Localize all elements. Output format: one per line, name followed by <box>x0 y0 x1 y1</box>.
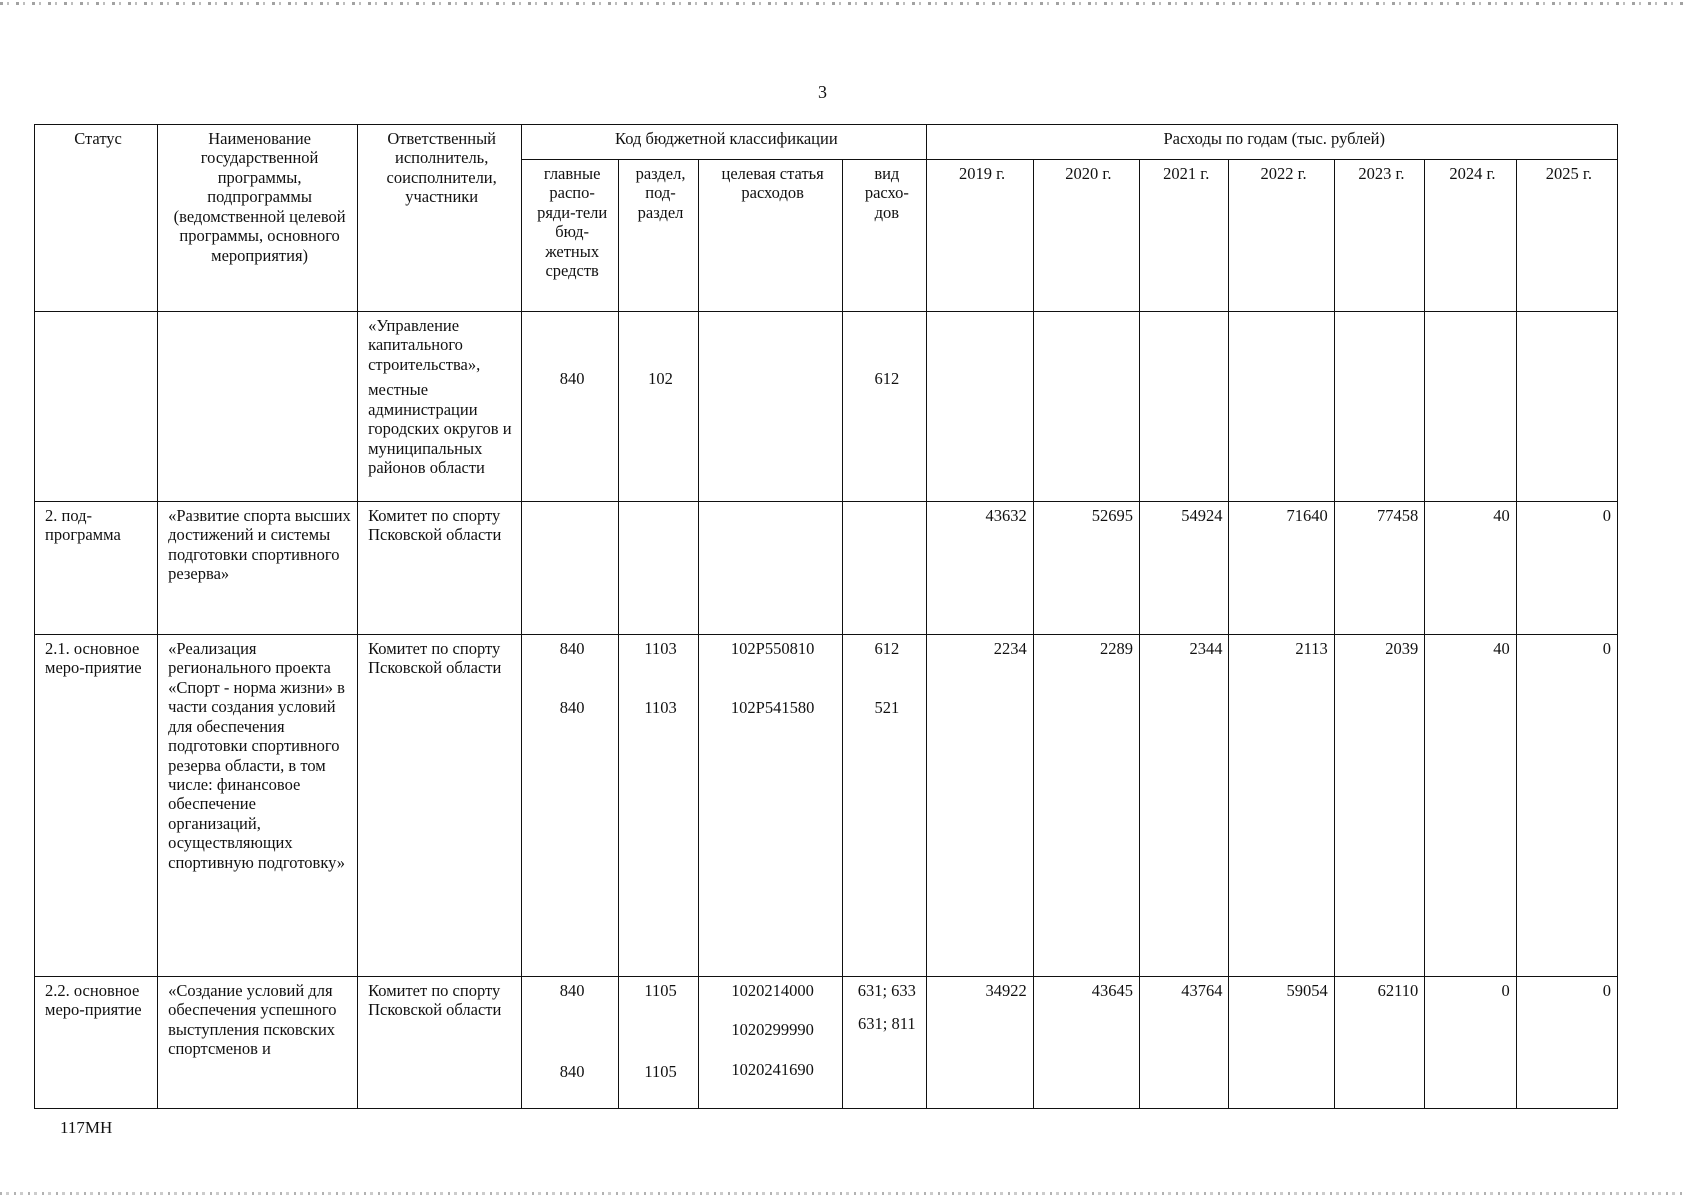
page-number: 3 <box>818 82 827 102</box>
code-line: 1020299990 <box>731 1020 814 1040</box>
cell-responsible: Комитет по спорту Псковской области <box>358 501 522 634</box>
cell-responsible: Комитет по спорту Псковской области <box>358 976 522 1108</box>
header-year-2024: 2024 г. <box>1425 160 1517 312</box>
cell-type <box>843 634 927 976</box>
cell-status: 2.2. основное меро-приятие <box>35 976 158 1108</box>
cell-year-2023 <box>1334 311 1425 501</box>
code-line: 1103 <box>644 698 677 718</box>
header-year-2019: 2019 г. <box>927 160 1033 312</box>
header-expense-type: вид расхо-дов <box>843 160 927 312</box>
cell-year-2021: 43764 <box>1140 976 1229 1108</box>
cell-year-2020: 43645 <box>1033 976 1139 1108</box>
code-line: 612 <box>874 638 900 658</box>
cell-year-2020: 2289 <box>1033 634 1139 976</box>
cell-year-2025: 0 <box>1516 634 1617 976</box>
header-budget-code: Код бюджетной классификации <box>522 125 927 160</box>
cell-section <box>619 976 699 1108</box>
cell-grbs: 840 <box>522 311 619 501</box>
cell-year-2022: 59054 <box>1229 976 1334 1108</box>
header-row-1 <box>35 125 1618 160</box>
cell-year-2024: 40 <box>1425 501 1517 634</box>
header-status: Статус <box>35 125 158 312</box>
table-row <box>35 634 1618 976</box>
cell-section <box>619 634 699 976</box>
cell-section <box>619 501 699 634</box>
cell-section: 102 <box>619 311 699 501</box>
cell-year-2025 <box>1516 311 1617 501</box>
cell-year-2024: 0 <box>1425 976 1517 1108</box>
cell-grbs <box>522 501 619 634</box>
header-target-article: целевая статья расходов <box>699 160 843 312</box>
table-row <box>35 501 1618 634</box>
cell-year-2025: 0 <box>1516 976 1617 1108</box>
cell-name: «Создание условий для обеспечения успешного выступления псковских спортсменов и <box>158 976 358 1108</box>
table-row <box>35 976 1618 1108</box>
header-year-2025: 2025 г. <box>1516 160 1617 312</box>
cell-year-2024 <box>1425 311 1517 501</box>
code-line: 631; 633 <box>857 980 916 1000</box>
code-line: 1020214000 <box>731 980 814 1000</box>
responsible-line-b: местные администрации городских округов и муниципальных районов области <box>368 380 512 477</box>
header-year-2022: 2022 г. <box>1229 160 1334 312</box>
responsible-line-a: «Управление капитального строительства», <box>368 315 481 374</box>
code-line: 521 <box>874 698 900 718</box>
code-line: 102P550810 <box>730 638 815 658</box>
cell-year-2019 <box>927 311 1033 501</box>
cell-year-2019: 34922 <box>927 976 1033 1108</box>
cell-year-2025: 0 <box>1516 501 1617 634</box>
cell-article <box>699 634 843 976</box>
cell-status <box>35 311 158 501</box>
header-name: Наименование государственной программы, подпрограммы (ведомственной целевой программы, основного мероприятия) <box>158 125 358 312</box>
budget-table <box>34 124 1618 1109</box>
scan-edge-bottom <box>0 1192 1686 1195</box>
footer-code: 117МН <box>60 1118 113 1137</box>
header-year-2020: 2020 г. <box>1033 160 1139 312</box>
cell-name <box>158 311 358 501</box>
code-line: 840 <box>559 638 585 658</box>
scan-edge-top <box>0 2 1686 5</box>
code-line: 840 <box>559 698 585 718</box>
code-line: 1105 <box>644 980 677 1000</box>
code-line: 840 <box>559 1062 585 1082</box>
code-line: 840 <box>559 980 585 1000</box>
cell-year-2022 <box>1229 311 1334 501</box>
header-responsible: Ответственный исполнитель, соисполнители, участники <box>358 125 522 312</box>
cell-year-2023: 77458 <box>1334 501 1425 634</box>
cell-year-2019: 2234 <box>927 634 1033 976</box>
cell-year-2023: 62110 <box>1334 976 1425 1108</box>
cell-responsible <box>358 311 522 501</box>
cell-type <box>843 501 927 634</box>
cell-year-2020: 52695 <box>1033 501 1139 634</box>
cell-year-2021 <box>1140 311 1229 501</box>
code-line: 631; 811 <box>858 1014 916 1034</box>
header-section: раздел, под-раздел <box>619 160 699 312</box>
cell-year-2019: 43632 <box>927 501 1033 634</box>
cell-year-2024: 40 <box>1425 634 1517 976</box>
code-line: 1020241690 <box>731 1059 814 1079</box>
cell-year-2022: 71640 <box>1229 501 1334 634</box>
table-row <box>35 311 1618 501</box>
cell-status: 2.1. основное меро-приятие <box>35 634 158 976</box>
cell-article <box>699 311 843 501</box>
cell-article <box>699 976 843 1108</box>
cell-name: «Реализация регионального проекта «Спорт - норма жизни» в части создания условий для обеспечения подготовки спортивного резерва области, в том числе: финансовое обеспечение организаций, осуществляющих спортивную подготовку» <box>158 634 358 976</box>
cell-article <box>699 501 843 634</box>
header-grbs: главные распо-ряди-тели бюд-жетных средств <box>522 160 619 312</box>
cell-grbs <box>522 976 619 1108</box>
cell-type <box>843 976 927 1108</box>
code-line: 1103 <box>644 638 677 658</box>
cell-status: 2. под-программа <box>35 501 158 634</box>
cell-responsible: Комитет по спорту Псковской области <box>358 634 522 976</box>
code-line: 1105 <box>644 1062 677 1082</box>
cell-type: 612 <box>843 311 927 501</box>
cell-year-2021: 54924 <box>1140 501 1229 634</box>
cell-name: «Развитие спорта высших достижений и системы подготовки спортивного резерва» <box>158 501 358 634</box>
header-year-2023: 2023 г. <box>1334 160 1425 312</box>
cell-year-2023: 2039 <box>1334 634 1425 976</box>
header-expenses: Расходы по годам (тыс. рублей) <box>927 125 1618 160</box>
code-line: 102P541580 <box>730 698 815 718</box>
cell-year-2022: 2113 <box>1229 634 1334 976</box>
header-year-2021: 2021 г. <box>1140 160 1229 312</box>
cell-grbs <box>522 634 619 976</box>
cell-year-2020 <box>1033 311 1139 501</box>
cell-year-2021: 2344 <box>1140 634 1229 976</box>
